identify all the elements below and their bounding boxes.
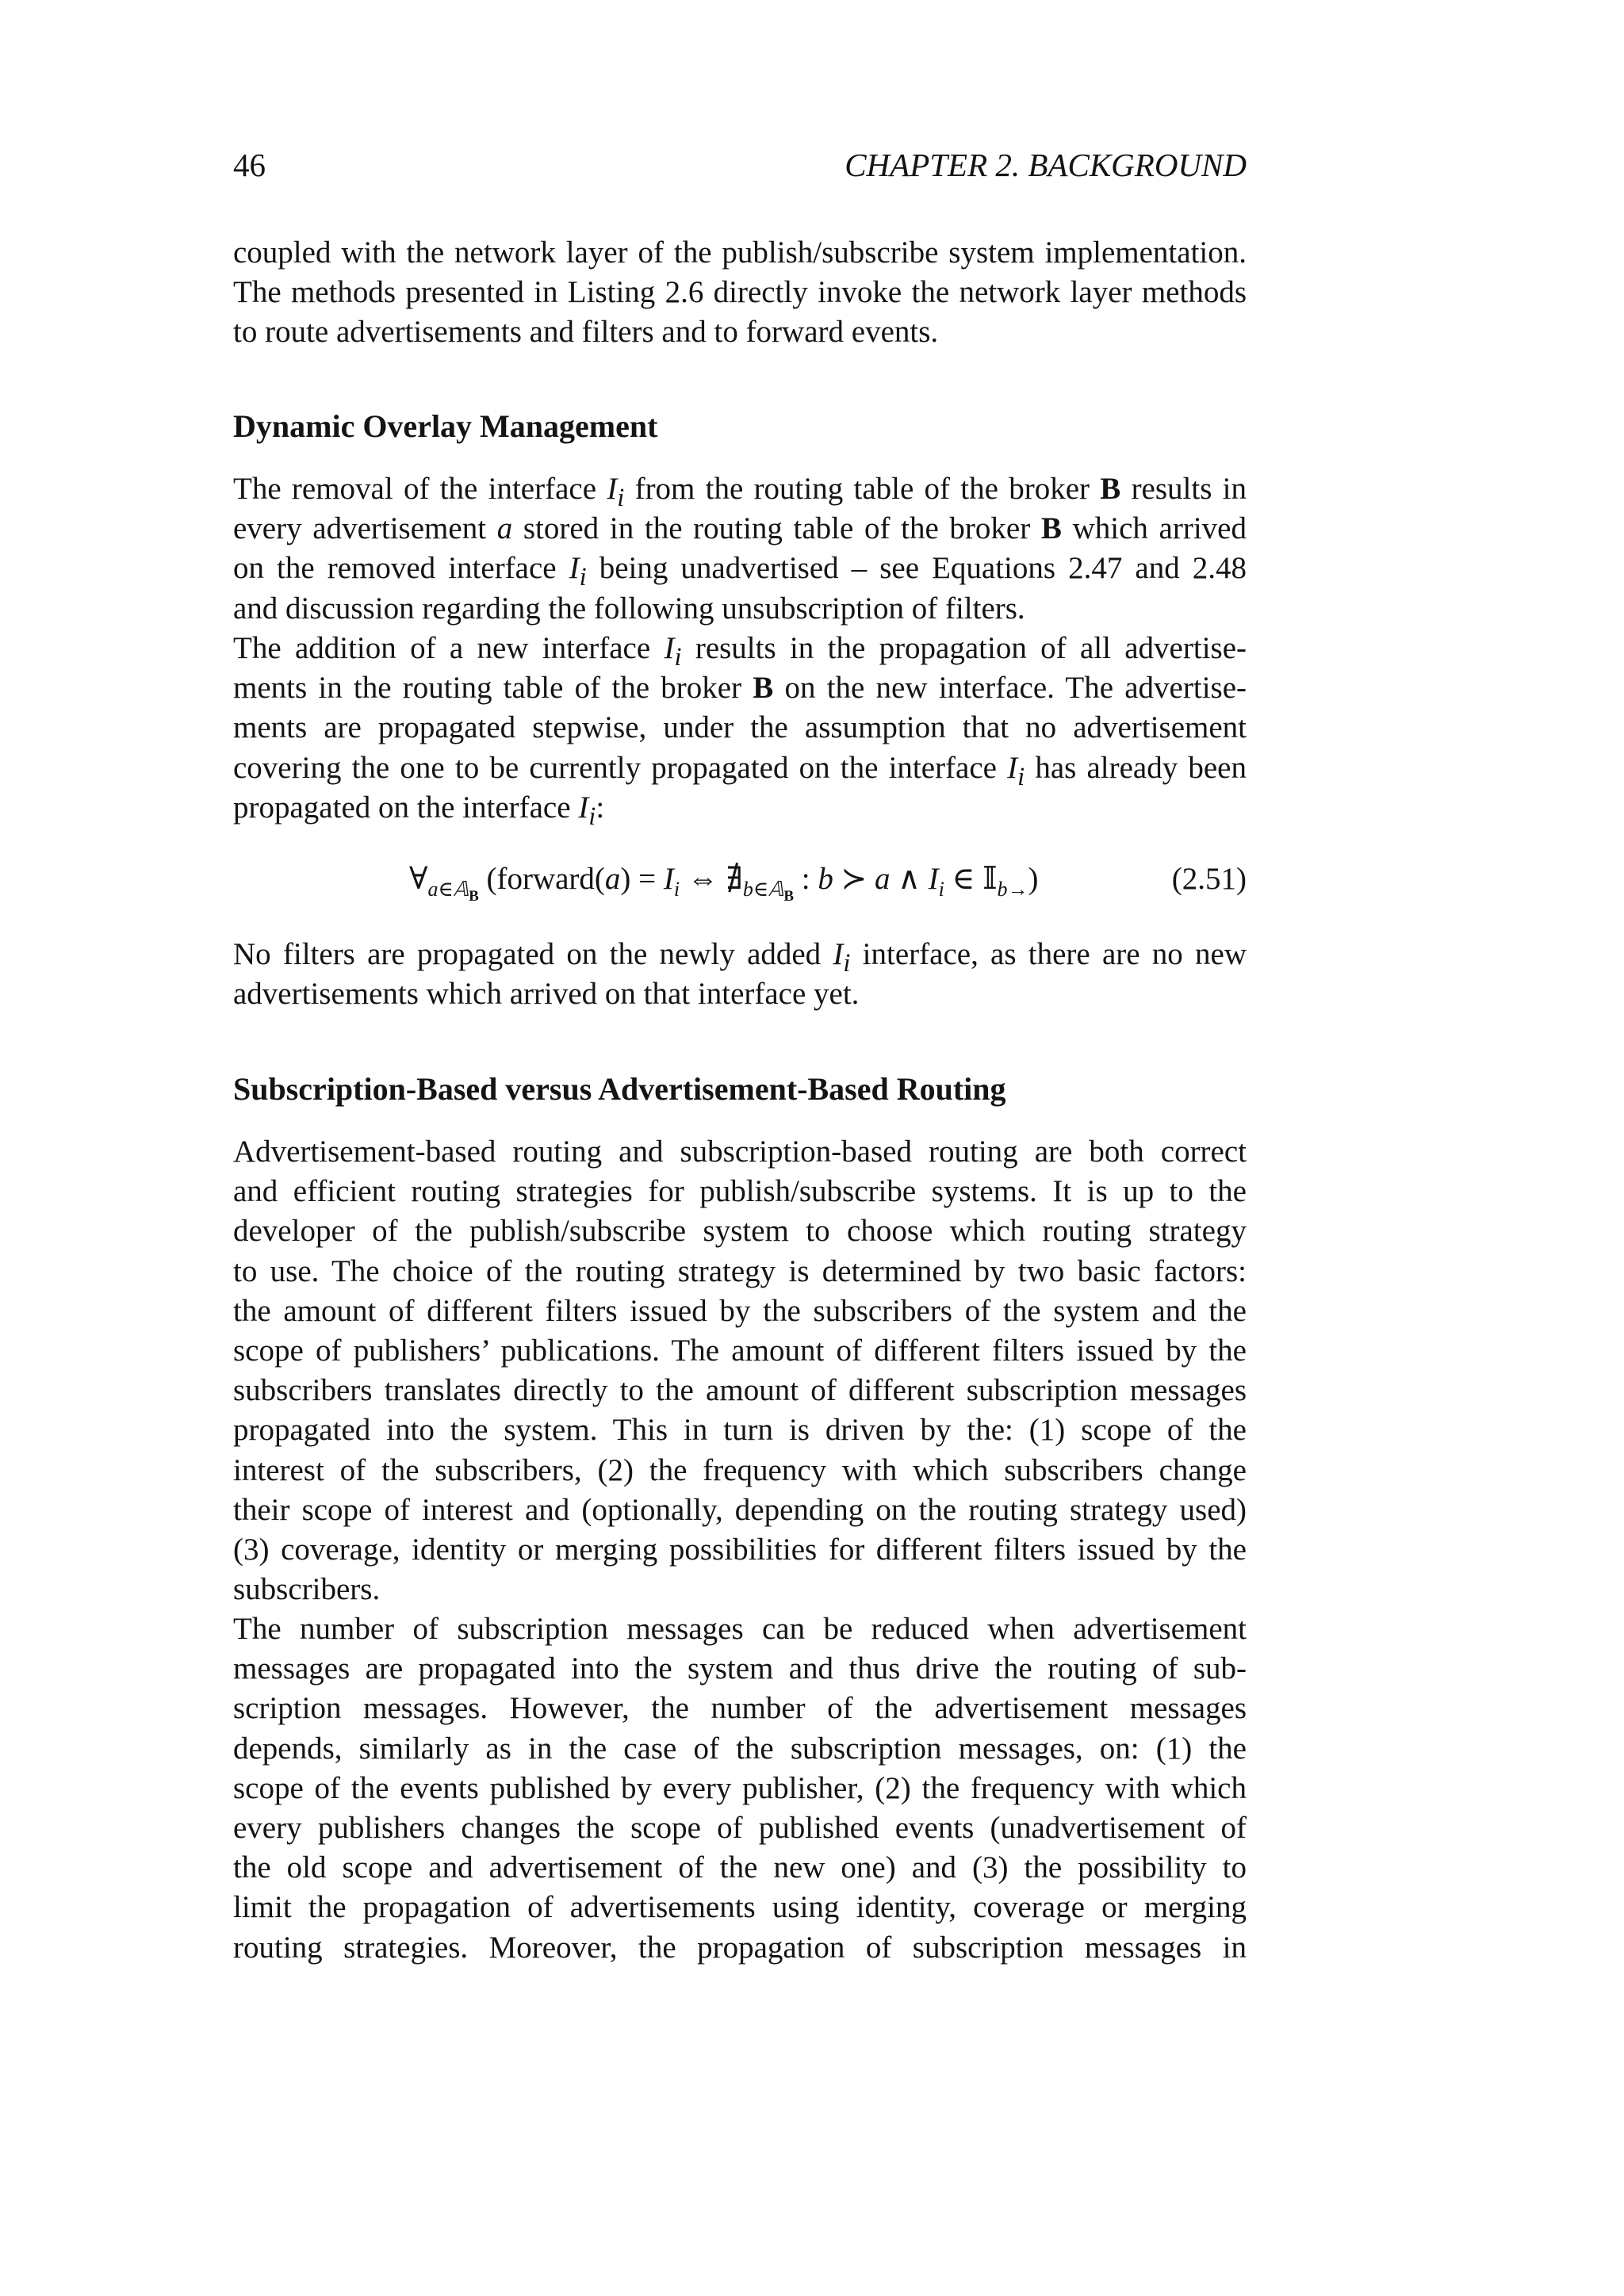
routing-paragraph-strategies bbox=[233, 1132, 1247, 1609]
paragraph-line: every advertisement a stored in the routing table of the broker B which arrived bbox=[233, 511, 1247, 546]
paragraph-line: scope of the events published by every publisher, (2) the frequency with which bbox=[233, 1770, 1247, 1805]
running-head: CHAPTER 2. BACKGROUND bbox=[845, 147, 1247, 183]
paragraph-line: subscribers translates directly to the amount of different subscription messages bbox=[233, 1373, 1247, 1408]
paragraph-line: propagated on the interface $I_i$: bbox=[233, 790, 605, 831]
paragraph-line: covering the one to be currently propagated on the interface $I_i$ has already been bbox=[233, 750, 1247, 791]
equation-number: (2.51) bbox=[1171, 862, 1247, 896]
paragraph-line: on the removed interface $I_i$ being unadvertised – see Equations 2.47 and 2.48 bbox=[233, 551, 1247, 592]
paragraph-line: the old scope and advertisement of the new one) and (3) the possibility to bbox=[233, 1850, 1247, 1885]
paragraph-line: ments in the routing table of the broker B on the new interface. The advertise- bbox=[233, 671, 1247, 706]
paragraph-line: The number of subscription messages can be reduced when advertisement bbox=[233, 1612, 1247, 1646]
paragraph-line: limit the propagation of advertisements using identity, coverage or merging bbox=[233, 1890, 1247, 1925]
paragraph-line: No filters are propagated on the newly added $I_i$ interface, as there are no new bbox=[233, 937, 1247, 978]
paragraph-line: The removal of the interface $I_i$ from the routing table of the broker B results in bbox=[233, 472, 1247, 512]
paragraph-line: developer of the publish/subscribe system to choose which routing strategy bbox=[233, 1214, 1247, 1249]
equation-formula: $\forall_{a\in 𝔸_B}$ (forward(a) = $I_i$ ⇔ $∄_{b\in 𝔸_B}$ : b ≻ a ∧ $I_i$ ∈ 𝕀$_{b\to}$) bbox=[409, 862, 1039, 905]
paragraph-line: routing strategies. Moreover, the propagation of subscription messages in bbox=[233, 1930, 1247, 1965]
paragraph-line: propagated into the system. This in turn is driven by the: (1) scope of the bbox=[233, 1413, 1247, 1448]
intro-line: to route advertisements and filters and to forward events. bbox=[233, 315, 939, 350]
intro-paragraph bbox=[233, 233, 1247, 353]
paragraph-line: (3) coverage, identity or merging possibilities for different filters issued by the bbox=[233, 1532, 1247, 1567]
paragraph-line: interest of the subscribers, (2) the frequency with which subscribers change bbox=[233, 1452, 1247, 1487]
section-heading-dynamic-overlay: Dynamic Overlay Management bbox=[233, 408, 658, 444]
paragraph-line: to use. The choice of the routing strategy is determined by two basic factors: bbox=[233, 1253, 1247, 1288]
routing-paragraph-messages bbox=[233, 1609, 1247, 1968]
overlay-paragraph-addition bbox=[233, 629, 1247, 831]
paragraph-line: and discussion regarding the following unsubscription of filters. bbox=[233, 591, 1025, 626]
paragraph-line: scope of publishers’ publications. The amount of different filters issued by the bbox=[233, 1333, 1247, 1368]
paragraph-line: the amount of different filters issued by the subscribers of the system and the bbox=[233, 1293, 1247, 1328]
paragraph-line: depends, similarly as in the case of the subscription messages, on: (1) the bbox=[233, 1731, 1247, 1766]
overlay-paragraph-removal bbox=[233, 469, 1247, 629]
page-header bbox=[233, 146, 1247, 193]
paragraph-line: their scope of interest and (optionally, depending on the routing strategy used) bbox=[233, 1492, 1247, 1527]
paragraph-line: every publishers changes the scope of published events (unadvertisement of bbox=[233, 1810, 1247, 1845]
page-number: 46 bbox=[233, 147, 266, 183]
paragraph-line: advertisements which arrived on that interface yet. bbox=[233, 977, 860, 1012]
paragraph-line: subscribers. bbox=[233, 1572, 381, 1607]
intro-line: The methods presented in Listing 2.6 directly invoke the network layer methods bbox=[233, 275, 1247, 310]
equation-2-51 bbox=[233, 861, 1247, 909]
paragraph-line: and efficient routing strategies for publish/subscribe systems. It is up to the bbox=[233, 1174, 1247, 1209]
paragraph-line: Advertisement-based routing and subscription-based routing are both correct bbox=[233, 1135, 1247, 1169]
intro-line: coupled with the network layer of the publish/subscribe system implementation. bbox=[233, 235, 1247, 270]
overlay-paragraph-filters bbox=[233, 935, 1247, 1014]
paragraph-line: scription messages. However, the number of the advertisement messages bbox=[233, 1691, 1247, 1726]
paragraph-line: ments are propagated stepwise, under the assumption that no advertisement bbox=[233, 710, 1247, 745]
section-heading-routing: Subscription-Based versus Advertisement-Based Routing bbox=[233, 1071, 1006, 1107]
paragraph-line: The addition of a new interface $I_i$ results in the propagation of all advertise- bbox=[233, 631, 1247, 672]
paragraph-line: messages are propagated into the system and thus drive the routing of sub- bbox=[233, 1651, 1247, 1686]
